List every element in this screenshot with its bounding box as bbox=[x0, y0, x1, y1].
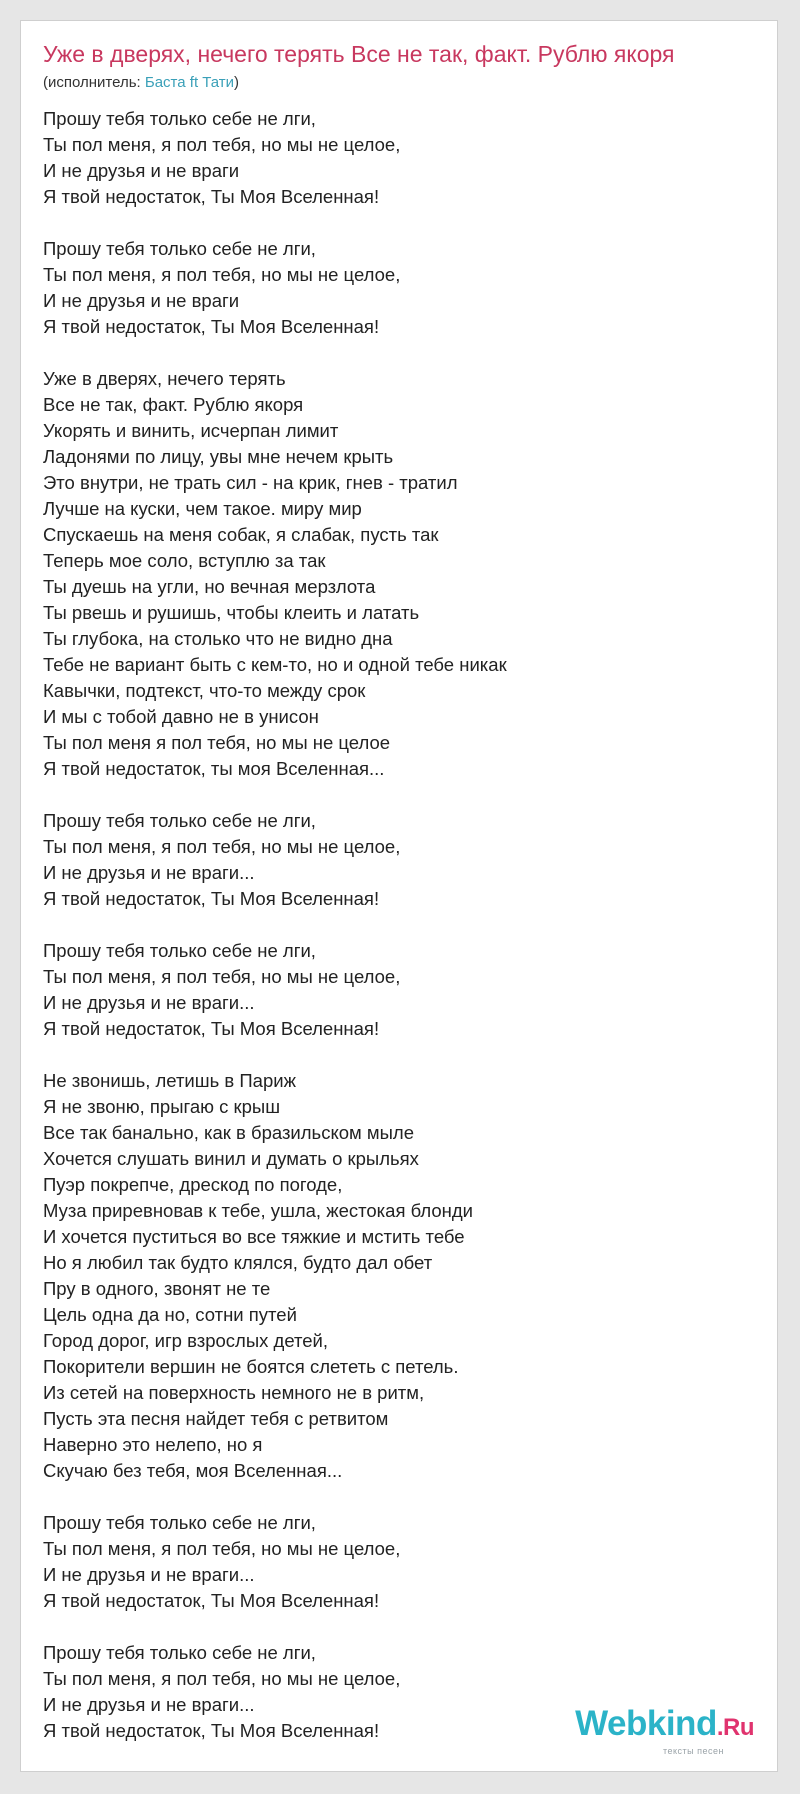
stanza-break bbox=[43, 1042, 753, 1068]
lyric-line: Хочется слушать винил и думать о крыльях bbox=[43, 1148, 419, 1169]
lyric-line: Прошу тебя только себе не лги, bbox=[43, 810, 316, 831]
stanza-break bbox=[43, 1614, 753, 1640]
lyric-line: Цель одна да но, сотни путей bbox=[43, 1304, 297, 1325]
lyric-line: Я твой недостаток, Ты Моя Вселенная! bbox=[43, 1018, 380, 1039]
stanza-break bbox=[43, 340, 753, 366]
lyric-line: Уже в дверях, нечего терять bbox=[43, 368, 286, 389]
lyric-line: Спускаешь на меня собак, я слабак, пусть так bbox=[43, 524, 439, 545]
lyric-line: Ты пол меня, я пол тебя, но мы не целое, bbox=[43, 134, 401, 155]
lyric-line: Кавычки, подтекст, что-то между срок bbox=[43, 680, 366, 701]
lyric-line: Пусть эта песня найдет тебя с ретвитом bbox=[43, 1408, 389, 1429]
logo-tld: .Ru bbox=[716, 1714, 754, 1741]
lyric-line: Ты пол меня, я пол тебя, но мы не целое, bbox=[43, 836, 401, 857]
lyric-line: Ты глубока, на столько что не видно дна bbox=[43, 628, 393, 649]
lyric-line: Я твой недостаток, Ты Моя Вселенная! bbox=[43, 316, 380, 337]
lyric-line: И не друзья и не враги... bbox=[43, 862, 255, 883]
lyric-line: Ты рвешь и рушишь, чтобы клеить и латать bbox=[43, 602, 420, 623]
lyrics-body bbox=[43, 106, 753, 1744]
lyric-line: Укорять и винить, исчерпан лимит bbox=[43, 420, 339, 441]
lyric-line: Ты пол меня я пол тебя, но мы не целое bbox=[43, 732, 391, 753]
stanza-break bbox=[43, 210, 753, 236]
lyric-line: Муза приревновав к тебе, ушла, жестокая блонди bbox=[43, 1200, 474, 1221]
lyric-line: Ты пол меня, я пол тебя, но мы не целое, bbox=[43, 264, 401, 285]
lyric-line: Прошу тебя только себе не лги, bbox=[43, 940, 316, 961]
stanza-break bbox=[43, 912, 753, 938]
lyric-line: Но я любил так будто клялся, будто дал обет bbox=[43, 1252, 433, 1273]
stanza-break bbox=[43, 1484, 753, 1510]
lyric-line: Покорители вершин не боятся слететь с петель. bbox=[43, 1356, 459, 1377]
lyric-line: И не друзья и не враги... bbox=[43, 992, 255, 1013]
lyric-line: Теперь мое соло, вступлю за так bbox=[43, 550, 326, 571]
artist-suffix: ) bbox=[234, 74, 240, 91]
lyric-line: Прошу тебя только себе не лги, bbox=[43, 1512, 316, 1533]
lyric-line: И не друзья и не враги bbox=[43, 160, 240, 181]
lyric-line: Ты пол меня, я пол тебя, но мы не целое, bbox=[43, 966, 401, 987]
lyric-line: Все не так, факт. Рублю якоря bbox=[43, 394, 304, 415]
lyric-line: Ты пол меня, я пол тебя, но мы не целое, bbox=[43, 1668, 401, 1689]
stanza-break bbox=[43, 782, 753, 808]
lyric-line: Прошу тебя только себе не лги, bbox=[43, 238, 316, 259]
logo-tagline: тексты песен bbox=[662, 1746, 724, 1756]
lyric-line: Пуэр покрепче, дрескод по погоде, bbox=[43, 1174, 343, 1195]
lyric-line: Из сетей на поверхность немного не в ритм, bbox=[43, 1382, 425, 1403]
lyric-line: Я твой недостаток, ты моя Вселенная... bbox=[43, 758, 385, 779]
logo-name: Webkind bbox=[575, 1704, 717, 1743]
artist-link[interactable]: Баста ft Тати bbox=[144, 74, 235, 91]
lyric-line: И не друзья и не враги bbox=[43, 290, 240, 311]
lyric-line: Ты пол меня, я пол тебя, но мы не целое, bbox=[43, 1538, 401, 1559]
lyric-line: И хочется пуститься во все тяжкие и мстить тебе bbox=[43, 1226, 465, 1247]
lyric-line: Наверно это нелепо, но я bbox=[43, 1434, 263, 1455]
artist-prefix: (исполнитель: bbox=[43, 74, 145, 91]
lyric-line: Все так банально, как в бразильском мыле bbox=[43, 1122, 414, 1143]
lyric-line: Ладонями по лицу, увы мне нечем крыть bbox=[43, 446, 394, 467]
lyric-line: Лучше на куски, чем такое. миру мир bbox=[43, 498, 362, 519]
lyric-line: И не друзья и не враги... bbox=[43, 1694, 255, 1715]
lyric-line: И не друзья и не враги... bbox=[43, 1564, 255, 1585]
artist-byline bbox=[43, 73, 239, 93]
lyric-line: Пру в одного, звонят не те bbox=[43, 1278, 271, 1299]
lyric-line: Я твой недостаток, Ты Моя Вселенная! bbox=[43, 1720, 380, 1741]
site-logo[interactable] bbox=[575, 1706, 754, 1756]
lyric-line: Я твой недостаток, Ты Моя Вселенная! bbox=[43, 888, 380, 909]
lyric-line: Ты дуешь на угли, но вечная мерзлота bbox=[43, 576, 376, 597]
lyric-line: Город дорог, игр взрослых детей, bbox=[43, 1330, 329, 1351]
lyric-line: Это внутри, не трать сил - на крик, гнев - тратил bbox=[43, 472, 458, 493]
lyric-line: Прошу тебя только себе не лги, bbox=[43, 108, 316, 129]
logo-wordmark bbox=[575, 1706, 754, 1746]
song-title: Уже в дверях, нечего терять Все не так, факт. Рублю якоря bbox=[43, 41, 675, 67]
lyric-line: Не звонишь, летишь в Париж bbox=[43, 1070, 296, 1091]
lyric-line: Я твой недостаток, Ты Моя Вселенная! bbox=[43, 1590, 380, 1611]
lyric-line: Тебе не вариант быть с кем-то, но и одной тебе никак bbox=[43, 654, 507, 675]
lyric-line: Я твой недостаток, Ты Моя Вселенная! bbox=[43, 186, 380, 207]
lyric-line: Прошу тебя только себе не лги, bbox=[43, 1642, 316, 1663]
lyric-line: Скучаю без тебя, моя Вселенная... bbox=[43, 1460, 343, 1481]
lyric-line: И мы с тобой давно не в унисон bbox=[43, 706, 319, 727]
lyrics-card bbox=[20, 20, 778, 1772]
lyric-line: Я не звоню, прыгаю с крыш bbox=[43, 1096, 281, 1117]
